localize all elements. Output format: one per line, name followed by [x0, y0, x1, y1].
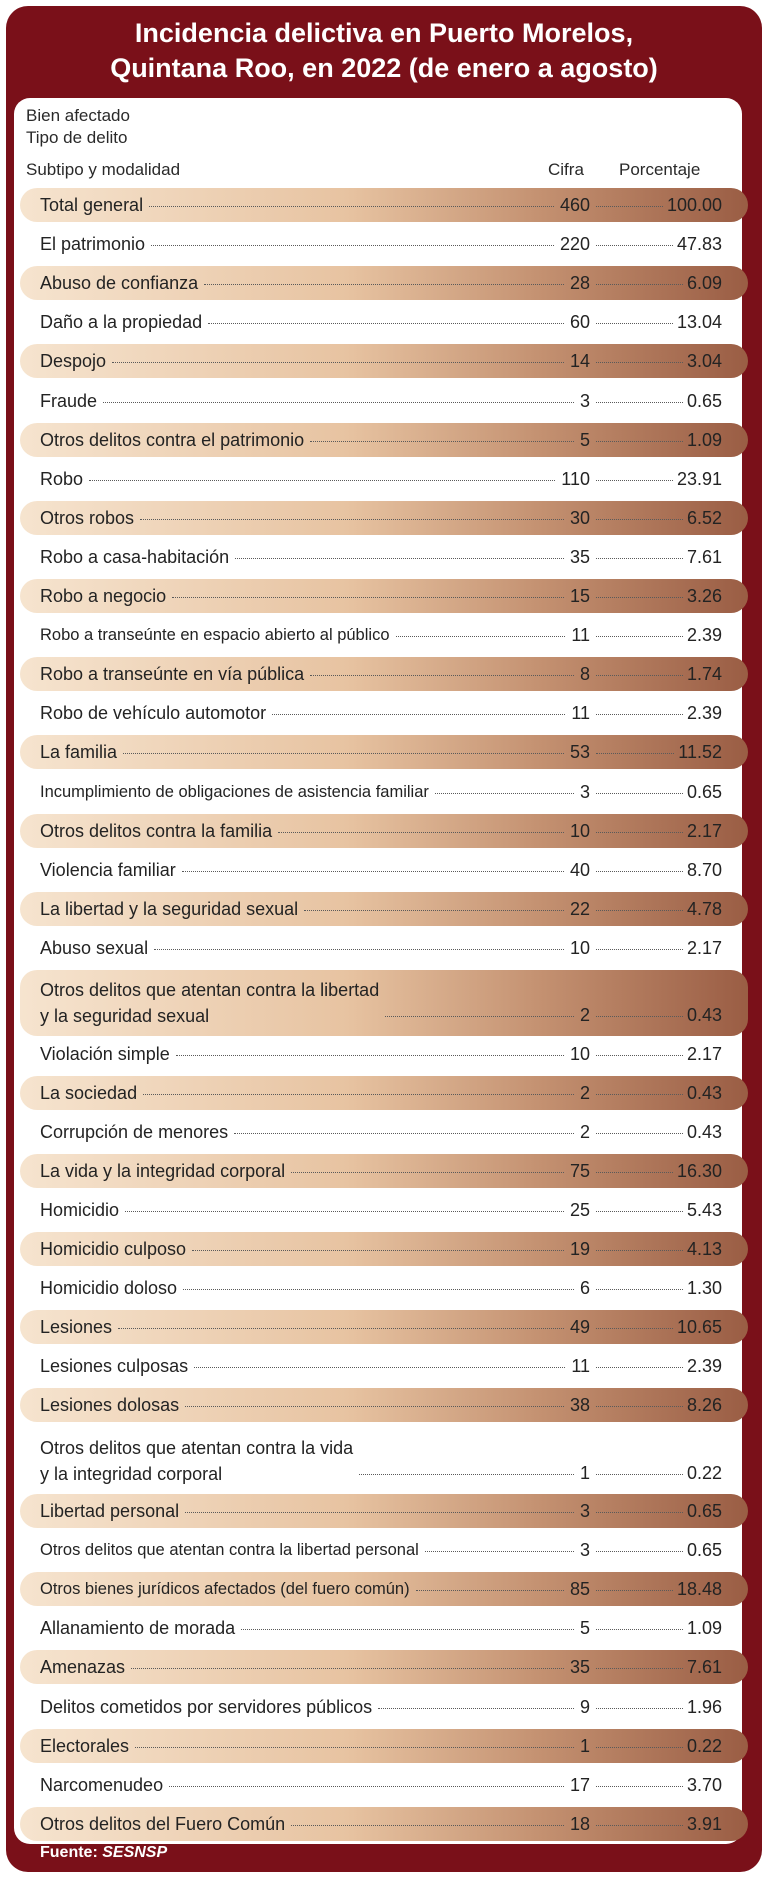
row-cifra: 1 [579, 1462, 590, 1483]
leader-dots [596, 206, 663, 207]
table-row [20, 1154, 748, 1188]
leader-dots [143, 1094, 574, 1095]
row-porcentaje: 0.65 [686, 781, 722, 802]
row-label: La vida y la integridad corporal [40, 1160, 286, 1181]
leader-dots [596, 1289, 683, 1290]
row-porcentaje: 2.17 [686, 820, 722, 841]
table-row [20, 1611, 748, 1645]
row-cifra: 49 [569, 1317, 590, 1338]
leader-dots [310, 441, 574, 442]
row-label: Libertad personal [40, 1501, 180, 1521]
leader-dots [149, 206, 554, 207]
title-line-1: Incidencia delictiva en Puerto Morelos, [134, 18, 634, 48]
leader-dots [112, 362, 564, 363]
row-porcentaje: 1.74 [686, 664, 722, 685]
leader-dots [596, 1747, 683, 1748]
row-cifra: 35 [569, 1657, 590, 1678]
table-row [20, 540, 748, 574]
table-row [20, 1428, 748, 1494]
row-label: Lesiones culposas [40, 1356, 189, 1377]
row-porcentaje: 2.39 [686, 1356, 722, 1377]
row-porcentaje: 8.70 [686, 859, 722, 880]
table-row [20, 1768, 748, 1802]
row-label: Allanamiento de morada [40, 1618, 236, 1639]
row-porcentaje: 7.61 [686, 1657, 722, 1678]
table-row [20, 814, 748, 848]
leader-dots [596, 832, 683, 833]
table-row [20, 1232, 748, 1266]
row-label-line-1: Otros delitos que atentan contra la vida [40, 1437, 354, 1458]
table-row [20, 423, 748, 457]
row-porcentaje: 3.91 [686, 1813, 722, 1834]
row-porcentaje: 2.39 [686, 703, 722, 724]
row-porcentaje: 7.61 [686, 546, 722, 567]
row-cifra: 28 [569, 273, 590, 294]
row-label [40, 977, 379, 1029]
table-row [20, 892, 748, 926]
row-porcentaje: 2.39 [686, 625, 722, 646]
leader-dots [596, 1406, 683, 1407]
row-label: Robo a casa-habitación [40, 546, 230, 567]
row-cifra: 14 [569, 351, 590, 372]
row-porcentaje: 16.30 [676, 1160, 722, 1181]
row-label: Violación simple [40, 1043, 170, 1064]
row-label: Robo a transeúnte en vía pública [40, 664, 305, 685]
leader-dots [596, 949, 683, 950]
row-label: Otros bienes jurídicos afectados (del fuero común) [40, 1580, 410, 1599]
row-label-line-1: Otros delitos que atentan contra la libertad [40, 980, 380, 1000]
header-porcentaje: Porcentaje [619, 160, 701, 179]
row-cifra: 11 [571, 1356, 590, 1377]
row-cifra: 2 [579, 1121, 590, 1142]
title-line-2: Quintana Roo, en 2022 (de enero a agosto) [110, 53, 658, 83]
leader-dots [596, 871, 683, 872]
row-porcentaje: 1.30 [686, 1278, 722, 1299]
leader-dots [194, 1367, 565, 1368]
row-label: Abuso de confianza [40, 273, 199, 294]
row-cifra: 2 [579, 1082, 590, 1103]
row-label: La familia [40, 742, 118, 763]
row-cifra: 3 [579, 1501, 590, 1521]
row-porcentaje: 0.43 [686, 1082, 722, 1103]
leader-dots [596, 1629, 683, 1630]
table-row [20, 1690, 748, 1724]
leader-dots [154, 949, 564, 950]
leader-dots [204, 284, 564, 285]
leader-dots [241, 1629, 574, 1630]
table-row [20, 305, 748, 339]
leader-dots [208, 323, 564, 324]
row-cifra: 5 [579, 1618, 590, 1639]
row-label: Otros delitos contra la familia [40, 820, 273, 841]
leader-dots [596, 362, 683, 363]
table-row [20, 657, 748, 691]
row-porcentaje: 0.22 [686, 1462, 722, 1483]
row-label: Otros delitos que atentan contra la libertad personal [40, 1541, 419, 1560]
leader-dots [596, 1211, 683, 1212]
row-label: La libertad y la seguridad sexual [40, 898, 299, 919]
row-porcentaje: 4.78 [686, 898, 722, 919]
row-porcentaje: 1.09 [686, 429, 722, 450]
table-row [20, 696, 748, 730]
header-subtipo: Subtipo y modalidad [26, 160, 181, 179]
leader-dots [596, 636, 683, 637]
leader-dots [596, 1133, 683, 1134]
row-porcentaje: 23.91 [676, 468, 722, 489]
row-label: Amenazas [40, 1657, 126, 1678]
row-cifra: 3 [579, 1540, 590, 1561]
table-row [20, 618, 748, 652]
row-porcentaje: 10.65 [676, 1317, 722, 1338]
row-cifra: 35 [569, 546, 590, 567]
row-label-line-2: y la integridad corporal [40, 1463, 223, 1484]
table-row [20, 188, 748, 222]
row-cifra: 25 [569, 1199, 590, 1220]
leader-dots [135, 1747, 574, 1748]
table-row [20, 775, 748, 809]
leader-dots [596, 675, 683, 676]
leader-dots [172, 597, 564, 598]
row-label: Homicidio doloso [40, 1278, 178, 1299]
row-label: Lesiones dolosas [40, 1395, 180, 1416]
leader-dots [272, 714, 565, 715]
row-label: Otros delitos del Fuero Común [40, 1813, 286, 1834]
row-label: La sociedad [40, 1082, 138, 1103]
row-cifra: 22 [569, 898, 590, 919]
row-label: Robo de vehículo automotor [40, 703, 267, 724]
row-porcentaje: 6.52 [686, 507, 722, 528]
row-label: Lesiones [40, 1317, 113, 1338]
row-label: Delitos cometidos por servidores públicos [40, 1696, 373, 1717]
leader-dots [596, 1786, 683, 1787]
table-row [20, 1494, 748, 1528]
row-cifra: 220 [559, 234, 590, 255]
leader-dots [596, 910, 683, 911]
leader-dots [304, 910, 564, 911]
leader-dots [131, 1668, 564, 1669]
leader-dots [176, 1055, 564, 1056]
leader-dots [596, 1250, 683, 1251]
row-cifra: 9 [579, 1696, 590, 1717]
table-row [20, 227, 748, 261]
table-row [20, 1193, 748, 1227]
leader-dots [192, 1250, 564, 1251]
row-cifra: 40 [569, 859, 590, 880]
leader-dots [151, 245, 554, 246]
row-cifra: 85 [569, 1579, 590, 1600]
leader-dots [140, 519, 564, 520]
row-cifra: 5 [579, 429, 590, 450]
table-row [20, 1076, 748, 1110]
leader-dots [125, 1211, 564, 1212]
row-label: Homicidio [40, 1199, 120, 1220]
row-porcentaje: 0.65 [686, 1540, 722, 1561]
row-cifra: 1 [579, 1735, 590, 1756]
leader-dots [435, 793, 574, 794]
leader-dots [185, 1512, 574, 1513]
row-label: Total general [40, 195, 144, 215]
table-row [20, 970, 748, 1036]
leader-dots [185, 1406, 564, 1407]
leader-dots [596, 1328, 673, 1329]
table-row [20, 344, 748, 378]
leader-dots [596, 323, 673, 324]
leader-dots [596, 1668, 683, 1669]
header-bien-afectado: Bien afectado [26, 106, 130, 125]
row-porcentaje: 3.04 [686, 351, 722, 372]
row-porcentaje: 2.17 [686, 937, 722, 958]
table-row [20, 1310, 748, 1344]
row-cifra: 17 [569, 1774, 590, 1795]
table-row [20, 1115, 748, 1149]
row-label: Otros delitos contra el patrimonio [40, 429, 305, 450]
leader-dots [291, 1825, 564, 1826]
table-row [20, 384, 748, 418]
table-row [20, 462, 748, 496]
leader-dots [596, 284, 683, 285]
row-label: Fraude [40, 390, 98, 411]
leader-dots [596, 1055, 683, 1056]
header-cifra: Cifra [548, 160, 584, 179]
row-label: Otros robos [40, 507, 135, 528]
table-row [20, 1388, 748, 1422]
table-row [20, 1729, 748, 1763]
row-porcentaje: 0.65 [686, 1501, 722, 1521]
leader-dots [596, 1590, 673, 1591]
row-label: Corrupción de menores [40, 1121, 229, 1142]
row-cifra: 3 [579, 781, 590, 802]
leader-dots [596, 1474, 683, 1475]
table-row [20, 1533, 748, 1567]
table-row [20, 931, 748, 965]
row-porcentaje: 100.00 [666, 195, 722, 215]
row-porcentaje: 8.26 [686, 1395, 722, 1416]
table-row [20, 501, 748, 535]
row-cifra: 2 [579, 1005, 590, 1025]
leader-dots [596, 753, 674, 754]
row-label: Daño a la propiedad [40, 312, 203, 333]
leader-dots [596, 519, 683, 520]
leader-dots [596, 480, 673, 481]
table-row [20, 1349, 748, 1383]
table-row [20, 1807, 748, 1841]
leader-dots [596, 558, 683, 559]
row-porcentaje: 1.09 [686, 1618, 722, 1639]
source-label: Fuente: [40, 1844, 98, 1861]
leader-dots [183, 1289, 574, 1290]
row-label: Despojo [40, 351, 107, 372]
row-label: Violencia familiar [40, 859, 176, 880]
row-cifra: 460 [559, 195, 590, 215]
leader-dots [596, 597, 683, 598]
leader-dots [291, 1172, 564, 1173]
row-cifra: 38 [569, 1395, 590, 1416]
row-label-line-2: y la seguridad sexual [40, 1006, 210, 1026]
leader-dots [596, 441, 683, 442]
row-cifra: 18 [569, 1813, 590, 1834]
row-porcentaje: 13.04 [676, 312, 722, 333]
row-label: El patrimonio [40, 234, 146, 255]
row-porcentaje: 0.22 [686, 1735, 722, 1756]
row-porcentaje: 5.43 [686, 1199, 722, 1220]
row-porcentaje: 3.70 [686, 1774, 722, 1795]
leader-dots [103, 402, 574, 403]
leader-dots [123, 753, 564, 754]
row-cifra: 3 [579, 390, 590, 411]
row-cifra: 15 [569, 586, 590, 606]
table-row [20, 735, 748, 769]
chart-title [16, 16, 752, 96]
table-row [20, 1650, 748, 1684]
source-note [40, 1844, 167, 1862]
leader-dots [596, 1825, 683, 1826]
leader-dots [596, 402, 683, 403]
row-label: Narcomenudeo [40, 1774, 164, 1795]
leader-dots [310, 675, 574, 676]
row-porcentaje: 18.48 [676, 1579, 722, 1600]
leader-dots [235, 558, 564, 559]
table-row [20, 1572, 748, 1606]
leader-dots [596, 793, 683, 794]
leader-dots [378, 1708, 574, 1709]
row-cifra: 60 [569, 312, 590, 333]
leader-dots [596, 1708, 683, 1709]
row-porcentaje: 1.96 [686, 1696, 722, 1717]
row-cifra: 10 [569, 1043, 590, 1064]
leader-dots [234, 1133, 574, 1134]
row-cifra: 30 [569, 507, 590, 528]
source-value: SESNSP [102, 1844, 168, 1861]
leader-dots [416, 1590, 564, 1591]
row-porcentaje: 3.26 [686, 586, 722, 606]
row-cifra: 6 [579, 1278, 590, 1299]
table-row [20, 1037, 748, 1071]
leader-dots [278, 832, 564, 833]
row-cifra: 75 [569, 1160, 590, 1181]
row-porcentaje: 4.13 [686, 1239, 722, 1259]
table-row [20, 266, 748, 300]
table-row [20, 579, 748, 613]
leader-dots [118, 1328, 564, 1329]
leader-dots [396, 636, 566, 637]
leader-dots [596, 714, 683, 715]
leader-dots [425, 1551, 574, 1552]
row-cifra: 10 [569, 937, 590, 958]
leader-dots [359, 1474, 574, 1475]
row-cifra: 8 [579, 664, 590, 685]
leader-dots [596, 1512, 683, 1513]
leader-dots [169, 1786, 564, 1787]
row-label: Robo [40, 468, 84, 489]
leader-dots [385, 1016, 574, 1017]
row-label: Robo a transeúnte en espacio abierto al público [40, 626, 390, 645]
leader-dots [596, 245, 673, 246]
row-cifra: 11 [571, 703, 590, 724]
row-cifra: 11 [571, 625, 590, 646]
row-porcentaje: 6.09 [686, 273, 722, 294]
leader-dots [89, 480, 555, 481]
table-row [20, 853, 748, 887]
row-cifra: 19 [569, 1239, 590, 1259]
row-porcentaje: 0.43 [686, 1121, 722, 1142]
row-porcentaje: 0.65 [686, 390, 722, 411]
row-porcentaje: 47.83 [676, 234, 722, 255]
row-cifra: 10 [569, 820, 590, 841]
row-porcentaje: 11.52 [678, 742, 722, 763]
row-label: Robo a negocio [40, 586, 167, 606]
row-label [40, 1435, 353, 1487]
leader-dots [596, 1172, 673, 1173]
row-cifra: 110 [561, 468, 590, 489]
row-cifra: 53 [569, 742, 590, 763]
leader-dots [596, 1016, 683, 1017]
row-label: Abuso sexual [40, 937, 149, 958]
leader-dots [596, 1367, 683, 1368]
leader-dots [596, 1094, 683, 1095]
row-label: Incumplimiento de obligaciones de asistencia familiar [40, 782, 429, 801]
row-label: Homicidio culposo [40, 1239, 187, 1259]
row-label: Electorales [40, 1735, 130, 1756]
table-row [20, 1271, 748, 1305]
row-porcentaje: 0.43 [686, 1005, 722, 1025]
row-porcentaje: 2.17 [686, 1043, 722, 1064]
leader-dots [596, 1551, 683, 1552]
header-tipo-delito: Tipo de delito [26, 128, 128, 147]
leader-dots [182, 871, 564, 872]
